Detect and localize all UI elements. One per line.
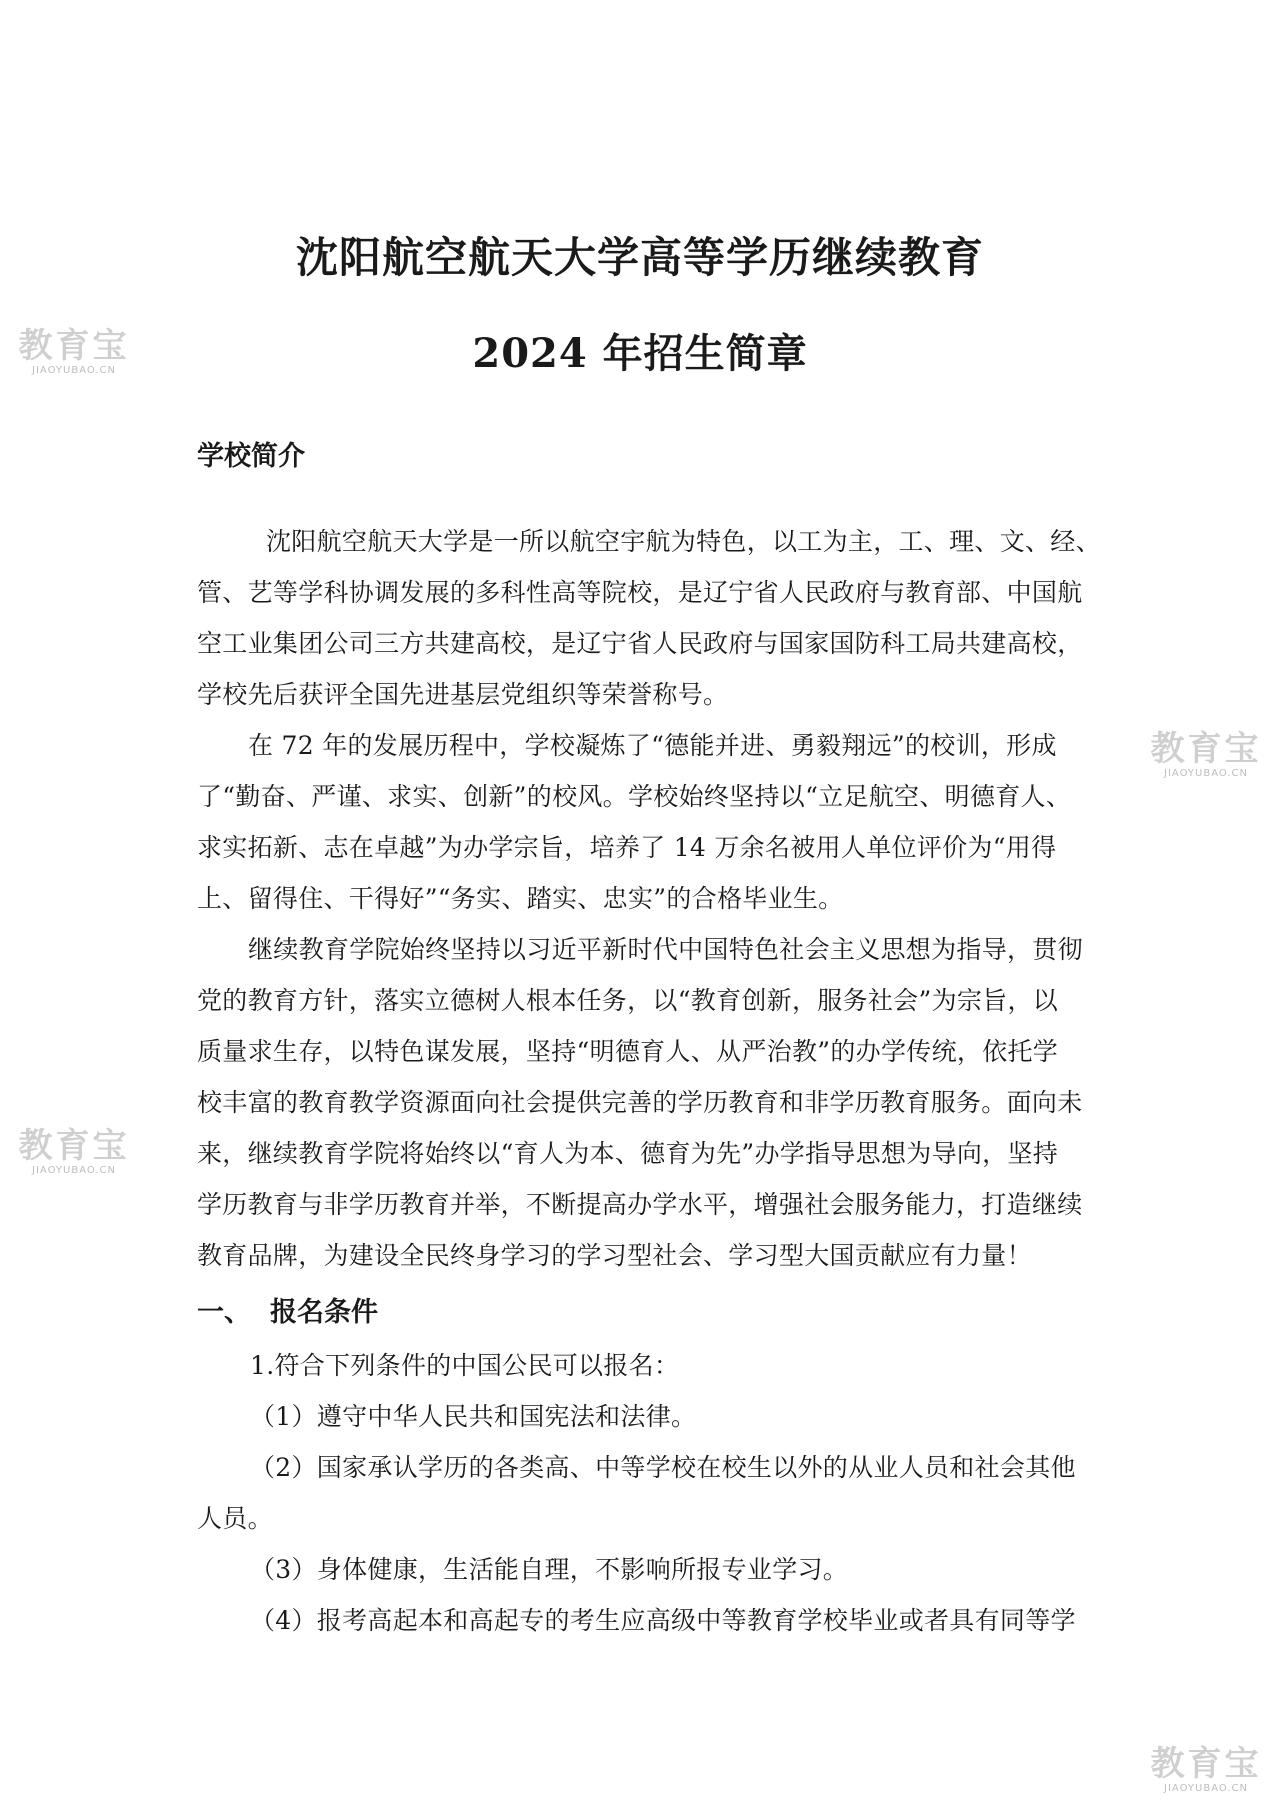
section1-title: 报名条件 bbox=[270, 1297, 378, 1328]
para3-line: 校丰富的教育教学资源面向社会提供完善的学历教育和非学历教育服务。面向未 bbox=[197, 1088, 1083, 1117]
document-title-line1: 沈阳航空航天大学高等学历继续教育 bbox=[295, 233, 984, 282]
para2-line: 求实拓新、志在卓越”为办学宗旨，培养了 14 万余名被用人单位评价为“用得 bbox=[197, 833, 1057, 862]
watermark-logo: 教育宝 JIAOYUBAO.CN bbox=[1150, 729, 1262, 779]
para3-line: 党的教育方针，落实立德树人根本任务，以“教育创新，服务社会”为宗旨，以 bbox=[197, 986, 1059, 1015]
condition-item: （3）身体健康，生活能自理，不影响所报专业学习。 bbox=[250, 1555, 849, 1584]
condition-item: （2）国家承认学历的各类高、中等学校在校生以外的从业人员和社会其他 bbox=[250, 1453, 1076, 1482]
para1-line: 学校先后获评全国先进基层党组织等荣誉称号。 bbox=[197, 680, 729, 709]
para3-line: 继续教育学院始终坚持以习近平新时代中国特色社会主义思想为指导，贯彻 bbox=[248, 935, 1083, 964]
para3-line: 学历教育与非学历教育并举，不断提高办学水平，增强社会服务能力，打造继续 bbox=[197, 1190, 1083, 1219]
document-title-line2: 2024 年招生简章 bbox=[472, 330, 808, 377]
para2-line: 了“勤奋、严谨、求实、创新”的校风。学校始终坚持以“立足航空、明德育人、 bbox=[197, 782, 1072, 811]
para1-line: 沈阳航空航天大学是一所以航空宇航为特色，以工为主，工、理、文、经、 bbox=[266, 527, 1101, 556]
watermark-logo: 教育宝 JIAOYUBAO.CN bbox=[18, 1126, 130, 1176]
section1-number: 一、 bbox=[197, 1297, 251, 1328]
intro-heading: 学校简介 bbox=[197, 441, 305, 472]
para2-line: 上、留得住、干得好”“务实、踏实、忠实”的合格毕业生。 bbox=[197, 884, 844, 913]
para3-line: 质量求生存，以特色谋发展，坚持“明德育人、从严治教”的办学传统，依托学 bbox=[197, 1037, 1059, 1066]
condition-item: （1）遵守中华人民共和国宪法和法律。 bbox=[250, 1402, 697, 1431]
condition-item-cont: 人员。 bbox=[197, 1504, 273, 1533]
watermark-logo: 教育宝 JIAOYUBAO.CN bbox=[18, 326, 130, 376]
para1-line: 空工业集团公司三方共建高校，是辽宁省人民政府与国家国防科工局共建高校， bbox=[197, 629, 1083, 658]
watermark-logo: 教育宝 JIAOYUBAO.CN bbox=[1150, 1744, 1262, 1794]
para2-line: 在 72 年的发展历程中，学校凝炼了“德能并进、勇毅翔远”的校训，形成 bbox=[248, 731, 1057, 760]
para1-line: 管、艺等学科协调发展的多科性高等院校，是辽宁省人民政府与教育部、中国航 bbox=[197, 578, 1083, 607]
section1-heading bbox=[197, 1290, 378, 1329]
condition-item: （4）报考高起本和高起专的考生应高级中等教育学校毕业或者具有同等学 bbox=[250, 1606, 1076, 1635]
para3-line: 教育品牌，为建设全民终身学习的学习型社会、学习型大国贡献应有力量！ bbox=[197, 1241, 1032, 1270]
para3-line: 来，继续教育学院将始终以“育人为本、德育为先”办学指导思想为导向，坚持 bbox=[197, 1139, 1059, 1168]
section1-item: 1.符合下列条件的中国公民可以报名： bbox=[250, 1351, 680, 1380]
